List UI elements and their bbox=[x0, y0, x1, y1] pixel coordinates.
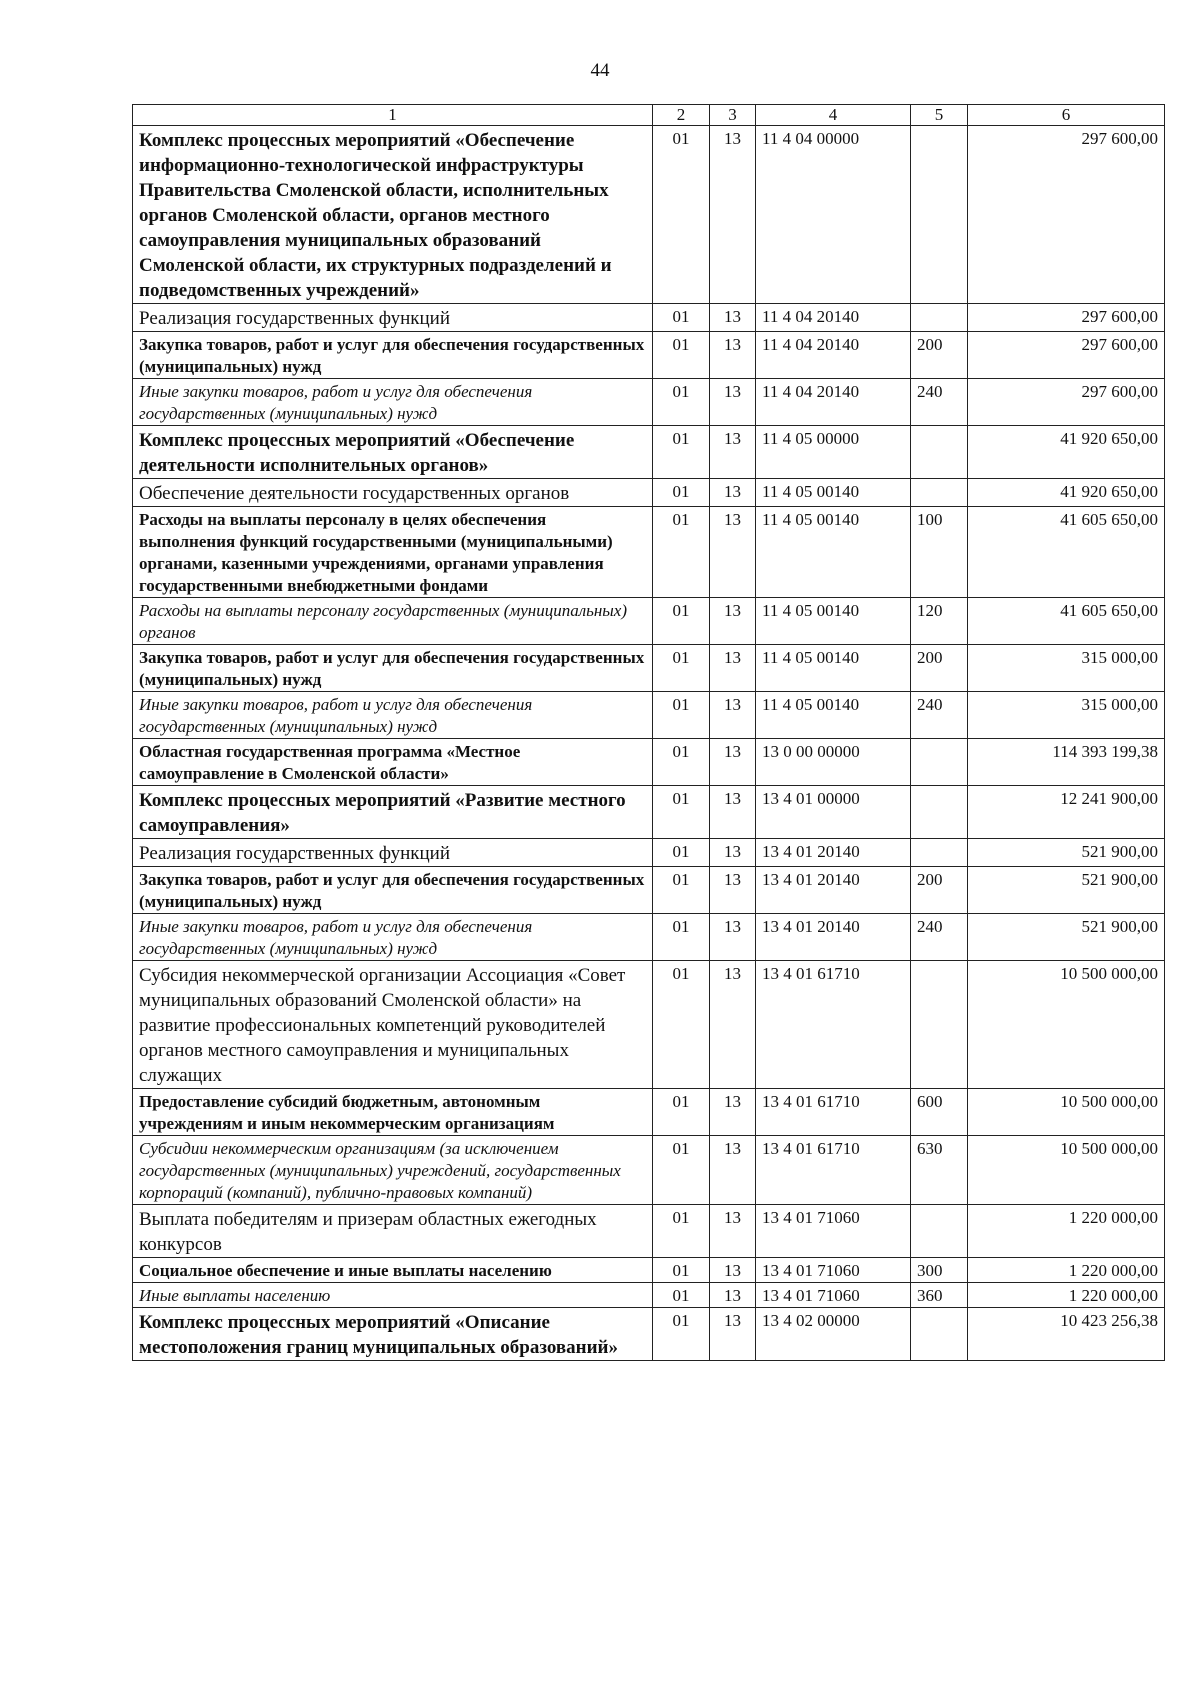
row-name: Предоставление субсидий бюджетным, автономным учреждениям и иным некоммерческим организациям bbox=[133, 1089, 653, 1136]
table-row bbox=[133, 332, 1165, 379]
row-amount: 10 500 000,00 bbox=[968, 961, 1165, 1089]
row-section-code: 01 bbox=[653, 914, 710, 961]
row-amount: 1 220 000,00 bbox=[968, 1283, 1165, 1308]
row-section-code: 01 bbox=[653, 867, 710, 914]
table-row bbox=[133, 692, 1165, 739]
row-target-article: 13 4 01 61710 bbox=[756, 1089, 911, 1136]
row-name: Расходы на выплаты персоналу государственных (муниципальных) органов bbox=[133, 598, 653, 645]
row-target-article: 11 4 05 00140 bbox=[756, 479, 911, 507]
column-header-4: 4 bbox=[756, 105, 911, 126]
row-amount: 114 393 199,38 bbox=[968, 739, 1165, 786]
row-section-code: 01 bbox=[653, 961, 710, 1089]
row-amount: 41 920 650,00 bbox=[968, 426, 1165, 479]
row-expense-type: 630 bbox=[911, 1136, 968, 1205]
row-target-article: 13 4 01 61710 bbox=[756, 961, 911, 1089]
row-expense-type: 200 bbox=[911, 332, 968, 379]
row-expense-type bbox=[911, 479, 968, 507]
table-row bbox=[133, 426, 1165, 479]
row-expense-type: 120 bbox=[911, 598, 968, 645]
row-subsection-code: 13 bbox=[710, 1283, 756, 1308]
table-row bbox=[133, 479, 1165, 507]
row-name: Субсидии некоммерческим организациям (за исключением государственных (муниципальных) учреждений, государственных корпораций (компаний), публично-правовых компаний) bbox=[133, 1136, 653, 1205]
row-name: Социальное обеспечение и иные выплаты населению bbox=[133, 1258, 653, 1283]
row-section-code: 01 bbox=[653, 426, 710, 479]
row-amount: 41 605 650,00 bbox=[968, 598, 1165, 645]
row-target-article: 13 4 01 20140 bbox=[756, 867, 911, 914]
row-amount: 10 500 000,00 bbox=[968, 1136, 1165, 1205]
table-row bbox=[133, 914, 1165, 961]
row-subsection-code: 13 bbox=[710, 1205, 756, 1258]
row-section-code: 01 bbox=[653, 692, 710, 739]
row-subsection-code: 13 bbox=[710, 598, 756, 645]
row-section-code: 01 bbox=[653, 379, 710, 426]
row-name: Реализация государственных функций bbox=[133, 839, 653, 867]
row-amount: 41 605 650,00 bbox=[968, 507, 1165, 598]
row-name: Закупка товаров, работ и услуг для обеспечения государственных (муниципальных) нужд bbox=[133, 332, 653, 379]
row-expense-type bbox=[911, 426, 968, 479]
row-name: Выплата победителям и призерам областных ежегодных конкурсов bbox=[133, 1205, 653, 1258]
row-name: Комплекс процессных мероприятий «Обеспечение деятельности исполнительных органов» bbox=[133, 426, 653, 479]
row-name: Расходы на выплаты персоналу в целях обеспечения выполнения функций государственными (муниципальными) органами, казенными учреждениями, органами управления государственными внебюджетными фондами bbox=[133, 507, 653, 598]
row-amount: 41 920 650,00 bbox=[968, 479, 1165, 507]
table-row bbox=[133, 598, 1165, 645]
row-expense-type bbox=[911, 786, 968, 839]
table-row bbox=[133, 867, 1165, 914]
row-target-article: 11 4 04 20140 bbox=[756, 304, 911, 332]
row-target-article: 11 4 05 00140 bbox=[756, 645, 911, 692]
row-expense-type bbox=[911, 839, 968, 867]
table-row bbox=[133, 786, 1165, 839]
column-header-1: 1 bbox=[133, 105, 653, 126]
table-row bbox=[133, 645, 1165, 692]
row-expense-type: 300 bbox=[911, 1258, 968, 1283]
row-subsection-code: 13 bbox=[710, 1089, 756, 1136]
row-target-article: 11 4 05 00000 bbox=[756, 426, 911, 479]
row-name: Иные закупки товаров, работ и услуг для обеспечения государственных (муниципальных) нужд bbox=[133, 379, 653, 426]
row-target-article: 11 4 05 00140 bbox=[756, 507, 911, 598]
row-expense-type bbox=[911, 1308, 968, 1361]
row-target-article: 11 4 04 20140 bbox=[756, 332, 911, 379]
row-expense-type: 240 bbox=[911, 692, 968, 739]
row-expense-type bbox=[911, 126, 968, 304]
row-amount: 521 900,00 bbox=[968, 839, 1165, 867]
row-amount: 1 220 000,00 bbox=[968, 1258, 1165, 1283]
header-row bbox=[133, 105, 1165, 126]
row-target-article: 13 4 01 00000 bbox=[756, 786, 911, 839]
table-row bbox=[133, 1136, 1165, 1205]
row-subsection-code: 13 bbox=[710, 1258, 756, 1283]
row-section-code: 01 bbox=[653, 479, 710, 507]
row-target-article: 13 4 01 71060 bbox=[756, 1258, 911, 1283]
row-amount: 297 600,00 bbox=[968, 126, 1165, 304]
table-row bbox=[133, 1258, 1165, 1283]
row-subsection-code: 13 bbox=[710, 304, 756, 332]
row-section-code: 01 bbox=[653, 1089, 710, 1136]
row-amount: 521 900,00 bbox=[968, 867, 1165, 914]
table-row bbox=[133, 1283, 1165, 1308]
row-expense-type: 360 bbox=[911, 1283, 968, 1308]
row-amount: 10 423 256,38 bbox=[968, 1308, 1165, 1361]
row-name: Обеспечение деятельности государственных органов bbox=[133, 479, 653, 507]
column-header-3: 3 bbox=[710, 105, 756, 126]
row-expense-type bbox=[911, 304, 968, 332]
table-row bbox=[133, 961, 1165, 1089]
row-amount: 10 500 000,00 bbox=[968, 1089, 1165, 1136]
row-amount: 12 241 900,00 bbox=[968, 786, 1165, 839]
table-row bbox=[133, 507, 1165, 598]
row-section-code: 01 bbox=[653, 1308, 710, 1361]
row-name: Иные выплаты населению bbox=[133, 1283, 653, 1308]
row-target-article: 11 4 05 00140 bbox=[756, 598, 911, 645]
row-amount: 297 600,00 bbox=[968, 304, 1165, 332]
row-target-article: 13 4 01 61710 bbox=[756, 1136, 911, 1205]
row-subsection-code: 13 bbox=[710, 507, 756, 598]
row-section-code: 01 bbox=[653, 304, 710, 332]
row-expense-type bbox=[911, 961, 968, 1089]
row-expense-type: 240 bbox=[911, 914, 968, 961]
row-section-code: 01 bbox=[653, 645, 710, 692]
row-name: Иные закупки товаров, работ и услуг для обеспечения государственных (муниципальных) нужд bbox=[133, 692, 653, 739]
row-section-code: 01 bbox=[653, 1205, 710, 1258]
row-amount: 297 600,00 bbox=[968, 332, 1165, 379]
row-section-code: 01 bbox=[653, 739, 710, 786]
row-name: Комплекс процессных мероприятий «Описание местоположения границ муниципальных образований» bbox=[133, 1308, 653, 1361]
row-subsection-code: 13 bbox=[710, 426, 756, 479]
row-amount: 297 600,00 bbox=[968, 379, 1165, 426]
row-expense-type: 600 bbox=[911, 1089, 968, 1136]
row-name: Областная государственная программа «Местное самоуправление в Смоленской области» bbox=[133, 739, 653, 786]
row-name: Закупка товаров, работ и услуг для обеспечения государственных (муниципальных) нужд bbox=[133, 645, 653, 692]
table-row bbox=[133, 739, 1165, 786]
row-expense-type bbox=[911, 739, 968, 786]
row-subsection-code: 13 bbox=[710, 332, 756, 379]
row-name: Реализация государственных функций bbox=[133, 304, 653, 332]
row-name: Субсидия некоммерческой организации Ассоциация «Совет муниципальных образований Смоленской области» на развитие профессиональных компетенций руководителей органов местного самоуправления и муниципальных служащих bbox=[133, 961, 653, 1089]
row-subsection-code: 13 bbox=[710, 1308, 756, 1361]
row-subsection-code: 13 bbox=[710, 479, 756, 507]
budget-table bbox=[132, 104, 1165, 1361]
row-section-code: 01 bbox=[653, 332, 710, 379]
row-subsection-code: 13 bbox=[710, 786, 756, 839]
table-body bbox=[133, 126, 1165, 1361]
row-subsection-code: 13 bbox=[710, 379, 756, 426]
row-subsection-code: 13 bbox=[710, 914, 756, 961]
table-row bbox=[133, 1308, 1165, 1361]
row-subsection-code: 13 bbox=[710, 739, 756, 786]
row-amount: 521 900,00 bbox=[968, 914, 1165, 961]
row-subsection-code: 13 bbox=[710, 645, 756, 692]
row-name: Комплекс процессных мероприятий «Развитие местного самоуправления» bbox=[133, 786, 653, 839]
page-number: 44 bbox=[590, 60, 610, 81]
table-row bbox=[133, 839, 1165, 867]
table-row bbox=[133, 304, 1165, 332]
row-target-article: 13 4 01 20140 bbox=[756, 839, 911, 867]
row-amount: 315 000,00 bbox=[968, 645, 1165, 692]
row-section-code: 01 bbox=[653, 839, 710, 867]
row-subsection-code: 13 bbox=[710, 961, 756, 1089]
row-expense-type: 200 bbox=[911, 867, 968, 914]
row-target-article: 13 4 02 00000 bbox=[756, 1308, 911, 1361]
row-subsection-code: 13 bbox=[710, 1136, 756, 1205]
row-section-code: 01 bbox=[653, 1283, 710, 1308]
table-row bbox=[133, 1205, 1165, 1258]
row-amount: 315 000,00 bbox=[968, 692, 1165, 739]
row-target-article: 13 4 01 71060 bbox=[756, 1283, 911, 1308]
row-section-code: 01 bbox=[653, 598, 710, 645]
row-section-code: 01 bbox=[653, 126, 710, 304]
row-name: Иные закупки товаров, работ и услуг для обеспечения государственных (муниципальных) нужд bbox=[133, 914, 653, 961]
row-target-article: 13 0 00 00000 bbox=[756, 739, 911, 786]
row-amount: 1 220 000,00 bbox=[968, 1205, 1165, 1258]
row-expense-type: 200 bbox=[911, 645, 968, 692]
table-row bbox=[133, 126, 1165, 304]
row-target-article: 13 4 01 71060 bbox=[756, 1205, 911, 1258]
row-name: Комплекс процессных мероприятий «Обеспечение информационно-технологической инфраструктуры Правительства Смоленской области, исполнительных органов Смоленской области, органов местного самоуправления муниципальных образований Смоленской области, их структурных подразделений и подведомственных учреждений» bbox=[133, 126, 653, 304]
row-expense-type bbox=[911, 1205, 968, 1258]
row-section-code: 01 bbox=[653, 786, 710, 839]
row-target-article: 11 4 04 00000 bbox=[756, 126, 911, 304]
row-subsection-code: 13 bbox=[710, 867, 756, 914]
row-expense-type: 240 bbox=[911, 379, 968, 426]
table-row bbox=[133, 379, 1165, 426]
column-header-6: 6 bbox=[968, 105, 1165, 126]
row-section-code: 01 bbox=[653, 1258, 710, 1283]
table-row bbox=[133, 1089, 1165, 1136]
column-header-5: 5 bbox=[911, 105, 968, 126]
row-section-code: 01 bbox=[653, 507, 710, 598]
row-subsection-code: 13 bbox=[710, 126, 756, 304]
column-header-2: 2 bbox=[653, 105, 710, 126]
row-expense-type: 100 bbox=[911, 507, 968, 598]
row-subsection-code: 13 bbox=[710, 692, 756, 739]
row-target-article: 13 4 01 20140 bbox=[756, 914, 911, 961]
row-section-code: 01 bbox=[653, 1136, 710, 1205]
row-target-article: 11 4 05 00140 bbox=[756, 692, 911, 739]
row-subsection-code: 13 bbox=[710, 839, 756, 867]
row-name: Закупка товаров, работ и услуг для обеспечения государственных (муниципальных) нужд bbox=[133, 867, 653, 914]
row-target-article: 11 4 04 20140 bbox=[756, 379, 911, 426]
